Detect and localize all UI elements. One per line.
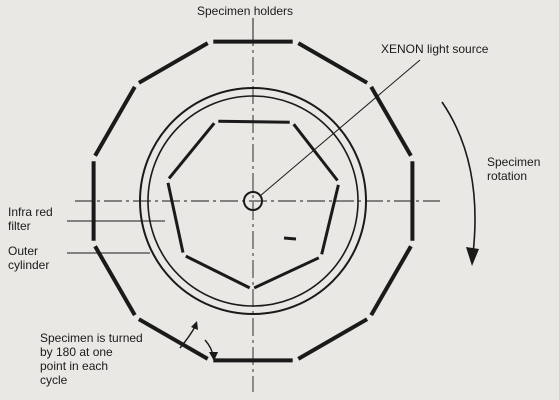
label-specimen-turned-line1: Specimen is turned bbox=[40, 331, 143, 345]
label-specimen-rotation bbox=[487, 155, 540, 183]
specimen-rotation-arrow bbox=[442, 102, 475, 262]
label-specimen-holders: Specimen holders bbox=[197, 4, 294, 18]
specimen-holder-panel-2 bbox=[298, 43, 367, 83]
label-infra-red-filter-line1: Infra red bbox=[8, 205, 53, 219]
rotation-arrowhead bbox=[466, 247, 479, 266]
filter-panel-5 bbox=[186, 256, 250, 288]
filter-panel-1 bbox=[218, 121, 289, 122]
small-mark bbox=[284, 238, 296, 239]
label-outer-cylinder bbox=[8, 244, 49, 272]
filter-panel-6 bbox=[168, 183, 183, 253]
turn-arrow-left bbox=[180, 325, 196, 348]
label-outer-cylinder-line2: cylinder bbox=[8, 258, 50, 272]
filter-panel-4 bbox=[254, 258, 319, 288]
label-outer-cylinder-line1: Outer bbox=[8, 244, 39, 258]
label-infra-red-filter-line2: filter bbox=[8, 219, 31, 233]
label-xenon-light-source: XENON light source bbox=[381, 42, 489, 56]
specimen-holder-panel-11 bbox=[95, 87, 135, 156]
label-specimen-turned-line2: by 180 at one bbox=[40, 345, 113, 359]
specimen-holder-panel-5 bbox=[371, 246, 411, 315]
specimen-holder-panel-12 bbox=[139, 43, 208, 83]
specimen-holder-panel-6 bbox=[298, 319, 367, 359]
specimen-holder-panel-3 bbox=[371, 87, 411, 156]
specimen-holder-panel-9 bbox=[95, 246, 135, 315]
label-specimen-turned-line3: point in each bbox=[40, 359, 109, 373]
filter-panel-7 bbox=[169, 123, 214, 178]
filter-panel-3 bbox=[322, 185, 339, 254]
label-specimen-rotation-line1: Specimen bbox=[487, 155, 541, 169]
label-specimen-turned bbox=[40, 331, 143, 387]
label-specimen-turned-line4: cycle bbox=[40, 373, 68, 387]
filter-panel-2 bbox=[294, 124, 338, 180]
label-infra-red-filter bbox=[8, 205, 53, 233]
label-specimen-rotation-line2: rotation bbox=[487, 169, 528, 183]
